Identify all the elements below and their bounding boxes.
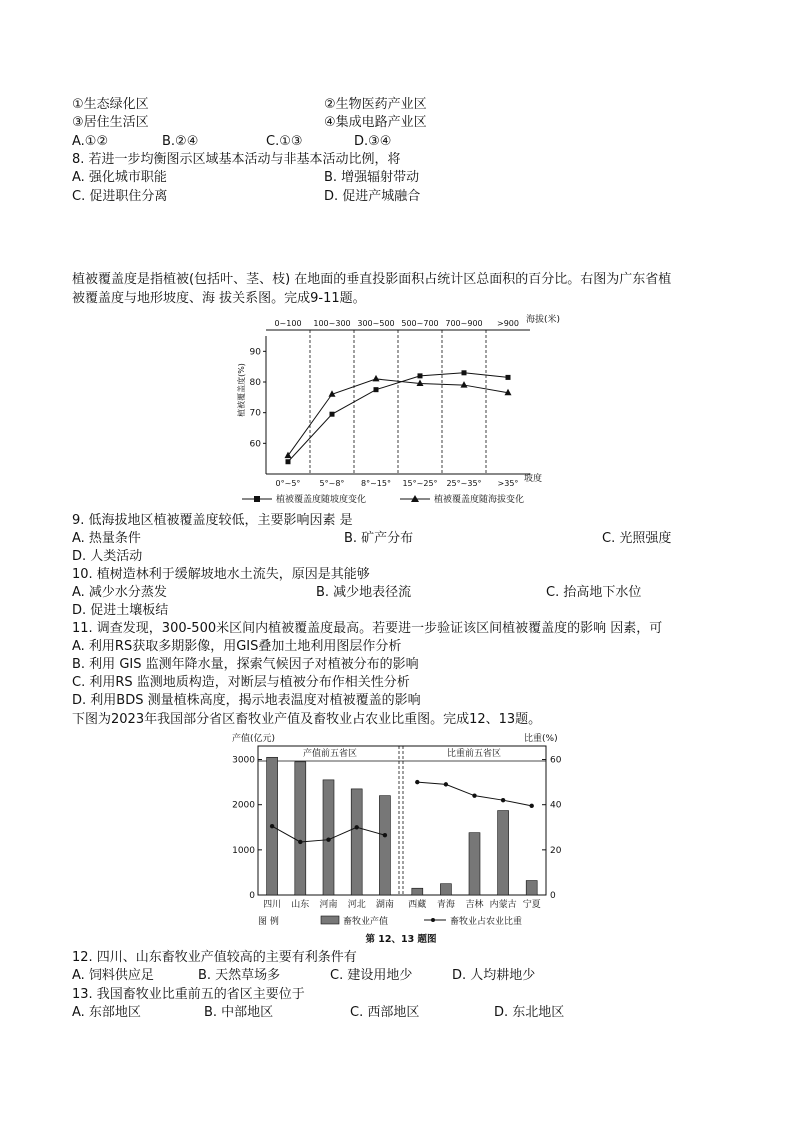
q7-option-4: ④集成电路产业区 xyxy=(324,115,427,130)
share-point xyxy=(298,840,302,844)
q9-choice-a: A. 热量条件 xyxy=(72,531,141,546)
intro-livestock: 下图为2023年我国部分省区畜牧业产值及畜牧业占农业比重图。完成12、13题。 xyxy=(72,712,542,727)
y-tick-label: 90 xyxy=(249,347,261,358)
q7-choice-d: D.③④ xyxy=(354,134,392,149)
q7-choice-a: A.①② xyxy=(72,134,109,149)
q12-choice-d: D. 人均耕地少 xyxy=(452,968,536,983)
share-point xyxy=(415,780,419,784)
legend-square-marker xyxy=(254,496,260,502)
y-tick-label: 70 xyxy=(249,408,261,419)
altitude-tick-label: 0~100 xyxy=(274,319,302,328)
province-label: 吉林 xyxy=(465,900,484,910)
q11-choice-a: A. 利用RS获取多期影像，用GIS叠加土地利用图层作分析 xyxy=(72,639,402,654)
province-label: 内蒙古 xyxy=(489,900,517,910)
q8-choice-c: C. 促进职住分离 xyxy=(72,189,168,204)
province-label: 宁夏 xyxy=(522,900,541,910)
q8-choice-b: B. 增强辐射带动 xyxy=(324,170,420,185)
figure-caption: 第 12、13 题图 xyxy=(365,934,437,945)
output-bar xyxy=(412,888,423,895)
q12-choice-c: C. 建设用地少 xyxy=(330,968,413,983)
q12-choice-b: B. 天然草场多 xyxy=(198,968,281,983)
share-point xyxy=(444,782,448,786)
share-point xyxy=(530,804,534,808)
vegetation-coverage-chart xyxy=(230,308,570,510)
left-tick-label: 0 xyxy=(249,891,255,901)
altitude-tick-label: >900 xyxy=(497,319,519,328)
slope-point xyxy=(506,375,511,380)
slope-point xyxy=(462,370,467,375)
legend-bar-label: 畜牧业产值 xyxy=(343,917,389,927)
legend-slope-label: 植被覆盖度随坡度变化 xyxy=(276,495,367,505)
q7-option-3: ③居住生活区 xyxy=(72,115,149,130)
legend-title: 图 例 xyxy=(258,917,279,927)
altitude-point xyxy=(461,381,468,388)
q13-stem: 13. 我国畜牧业比重前五的省区主要位于 xyxy=(72,987,305,1002)
output-bar xyxy=(295,762,306,895)
slope-tick-label: 8°~15° xyxy=(361,479,391,488)
q13-choice-a: A. 东部地区 xyxy=(72,1005,141,1020)
share-point xyxy=(355,825,359,829)
q11-choice-d: D. 利用BDS 测量植株高度，揭示地表温度对植被覆盖的影响 xyxy=(72,693,421,708)
share-point xyxy=(501,798,505,802)
q10-stem: 10. 植树造林利于缓解坡地水土流失，原因是其能够 xyxy=(72,567,370,582)
q13-choice-b: B. 中部地区 xyxy=(204,1005,274,1020)
slope-point xyxy=(330,412,335,417)
intro-vegetation-line1: 植被覆盖度是指植被(包括叶、茎、枝) 在地面的垂直投影面积占统计区总面积的百分比。右图为广东省植 xyxy=(72,272,672,287)
share-point xyxy=(270,824,274,828)
output-bar xyxy=(526,881,537,895)
right-tick-label: 60 xyxy=(550,755,562,766)
right-tick-label: 0 xyxy=(550,891,556,901)
province-label: 河北 xyxy=(347,900,366,910)
y-tick-label: 60 xyxy=(249,439,261,450)
q8-choice-a: A. 强化城市职能 xyxy=(72,170,167,185)
panel-left-title: 产值前五省区 xyxy=(302,749,358,759)
output-bar xyxy=(351,789,362,895)
output-bar xyxy=(379,796,390,895)
q13-choice-c: C. 西部地区 xyxy=(350,1005,420,1020)
slope-axis-title: 坡度 xyxy=(524,474,543,484)
slope-tick-label: 0°~5° xyxy=(275,479,301,488)
slope-point xyxy=(418,373,423,378)
q10-choice-a: A. 减少水分蒸发 xyxy=(72,585,167,600)
q7-choice-b: B.②④ xyxy=(162,134,199,149)
slope-tick-label: 25°~35° xyxy=(446,479,482,488)
right-tick-label: 20 xyxy=(550,845,562,856)
left-tick-label: 2000 xyxy=(232,800,255,811)
slope-tick-label: >35° xyxy=(497,479,519,488)
q10-choice-b: B. 减少地表径流 xyxy=(316,585,412,600)
province-label: 山东 xyxy=(291,900,310,910)
slope-point xyxy=(286,459,291,464)
legend-altitude-label: 植被覆盖度随海拔变化 xyxy=(434,495,525,505)
altitude-tick-label: 300~500 xyxy=(357,319,395,328)
altitude-tick-label: 500~700 xyxy=(401,319,439,328)
q8-choice-d: D. 促进产城融合 xyxy=(324,189,421,204)
altitude-tick-label: 700~900 xyxy=(445,319,483,328)
province-label: 湖南 xyxy=(375,900,394,910)
output-bar xyxy=(469,833,480,895)
q9-choice-b: B. 矿产分布 xyxy=(344,531,414,546)
share-point xyxy=(326,837,330,841)
share-point xyxy=(383,833,387,837)
y-tick-label: 80 xyxy=(249,378,261,388)
output-bar xyxy=(498,811,509,895)
province-label: 四川 xyxy=(263,900,282,910)
q10-choice-d: D. 促进土壤板结 xyxy=(72,603,169,618)
slope-tick-label: 5°~8° xyxy=(319,479,345,488)
q9-stem: 9. 低海拔地区植被覆盖度较低，主要影响因素 是 xyxy=(72,513,353,528)
vegetation-ylabel: 植被覆盖度(%) xyxy=(237,363,246,417)
right-tick-label: 40 xyxy=(550,800,562,811)
q8-stem: 8. 若进一步均衡图示区域基本活动与非基本活动比例，将 xyxy=(72,152,401,167)
livestock-chart xyxy=(228,729,574,947)
altitude-point xyxy=(373,375,380,382)
q7-choice-c: C.①③ xyxy=(266,134,303,149)
q7-option-1: ①生态绿化区 xyxy=(72,97,149,112)
left-tick-label: 3000 xyxy=(232,755,255,766)
altitude-tick-label: 100~300 xyxy=(313,319,351,328)
q12-stem: 12. 四川、山东畜牧业产值较高的主要有利条件有 xyxy=(72,950,357,965)
q9-choice-d: D. 人类活动 xyxy=(72,549,143,564)
q11-choice-b: B. 利用 GIS 监测年降水量，探索气候因子对植被分布的影响 xyxy=(72,657,419,672)
legend-bar-swatch xyxy=(321,916,339,924)
q13-choice-d: D. 东北地区 xyxy=(494,1005,565,1020)
legend-line-label: 畜牧业占农业比重 xyxy=(450,917,523,927)
q7-option-2: ②生物医药产业区 xyxy=(324,97,427,112)
left-axis-title: 产值(亿元) xyxy=(232,734,276,744)
left-tick-label: 1000 xyxy=(232,845,255,856)
province-label: 河南 xyxy=(319,900,338,910)
legend-line-marker xyxy=(431,918,435,922)
intro-vegetation-line2: 被覆盖度与地形坡度、海 拔关系图。完成9-11题。 xyxy=(72,291,366,306)
q11-stem: 11. 调查发现，300-500米区间内植被覆盖度最高。若要进一步验证该区间植被覆盖度的影响 因素，可 xyxy=(72,621,663,636)
output-bar xyxy=(440,884,451,895)
slope-point xyxy=(374,387,379,392)
q11-choice-c: C. 利用RS 监测地质构造，对断层与植被分布作相关性分析 xyxy=(72,675,410,690)
output-bar xyxy=(323,780,334,895)
q12-choice-a: A. 饲料供应足 xyxy=(72,968,154,983)
panel-right-title: 比重前五省区 xyxy=(446,749,502,759)
province-label: 青海 xyxy=(436,900,455,910)
q10-choice-c: C. 抬高地下水位 xyxy=(546,585,642,600)
q9-choice-c: C. 光照强度 xyxy=(602,531,672,546)
altitude-axis-title: 海拔(米) xyxy=(526,315,561,325)
province-label: 西藏 xyxy=(408,900,427,910)
slope-tick-label: 15°~25° xyxy=(402,479,438,488)
share-point xyxy=(472,793,476,797)
right-axis-title: 比重(%) xyxy=(524,734,558,744)
